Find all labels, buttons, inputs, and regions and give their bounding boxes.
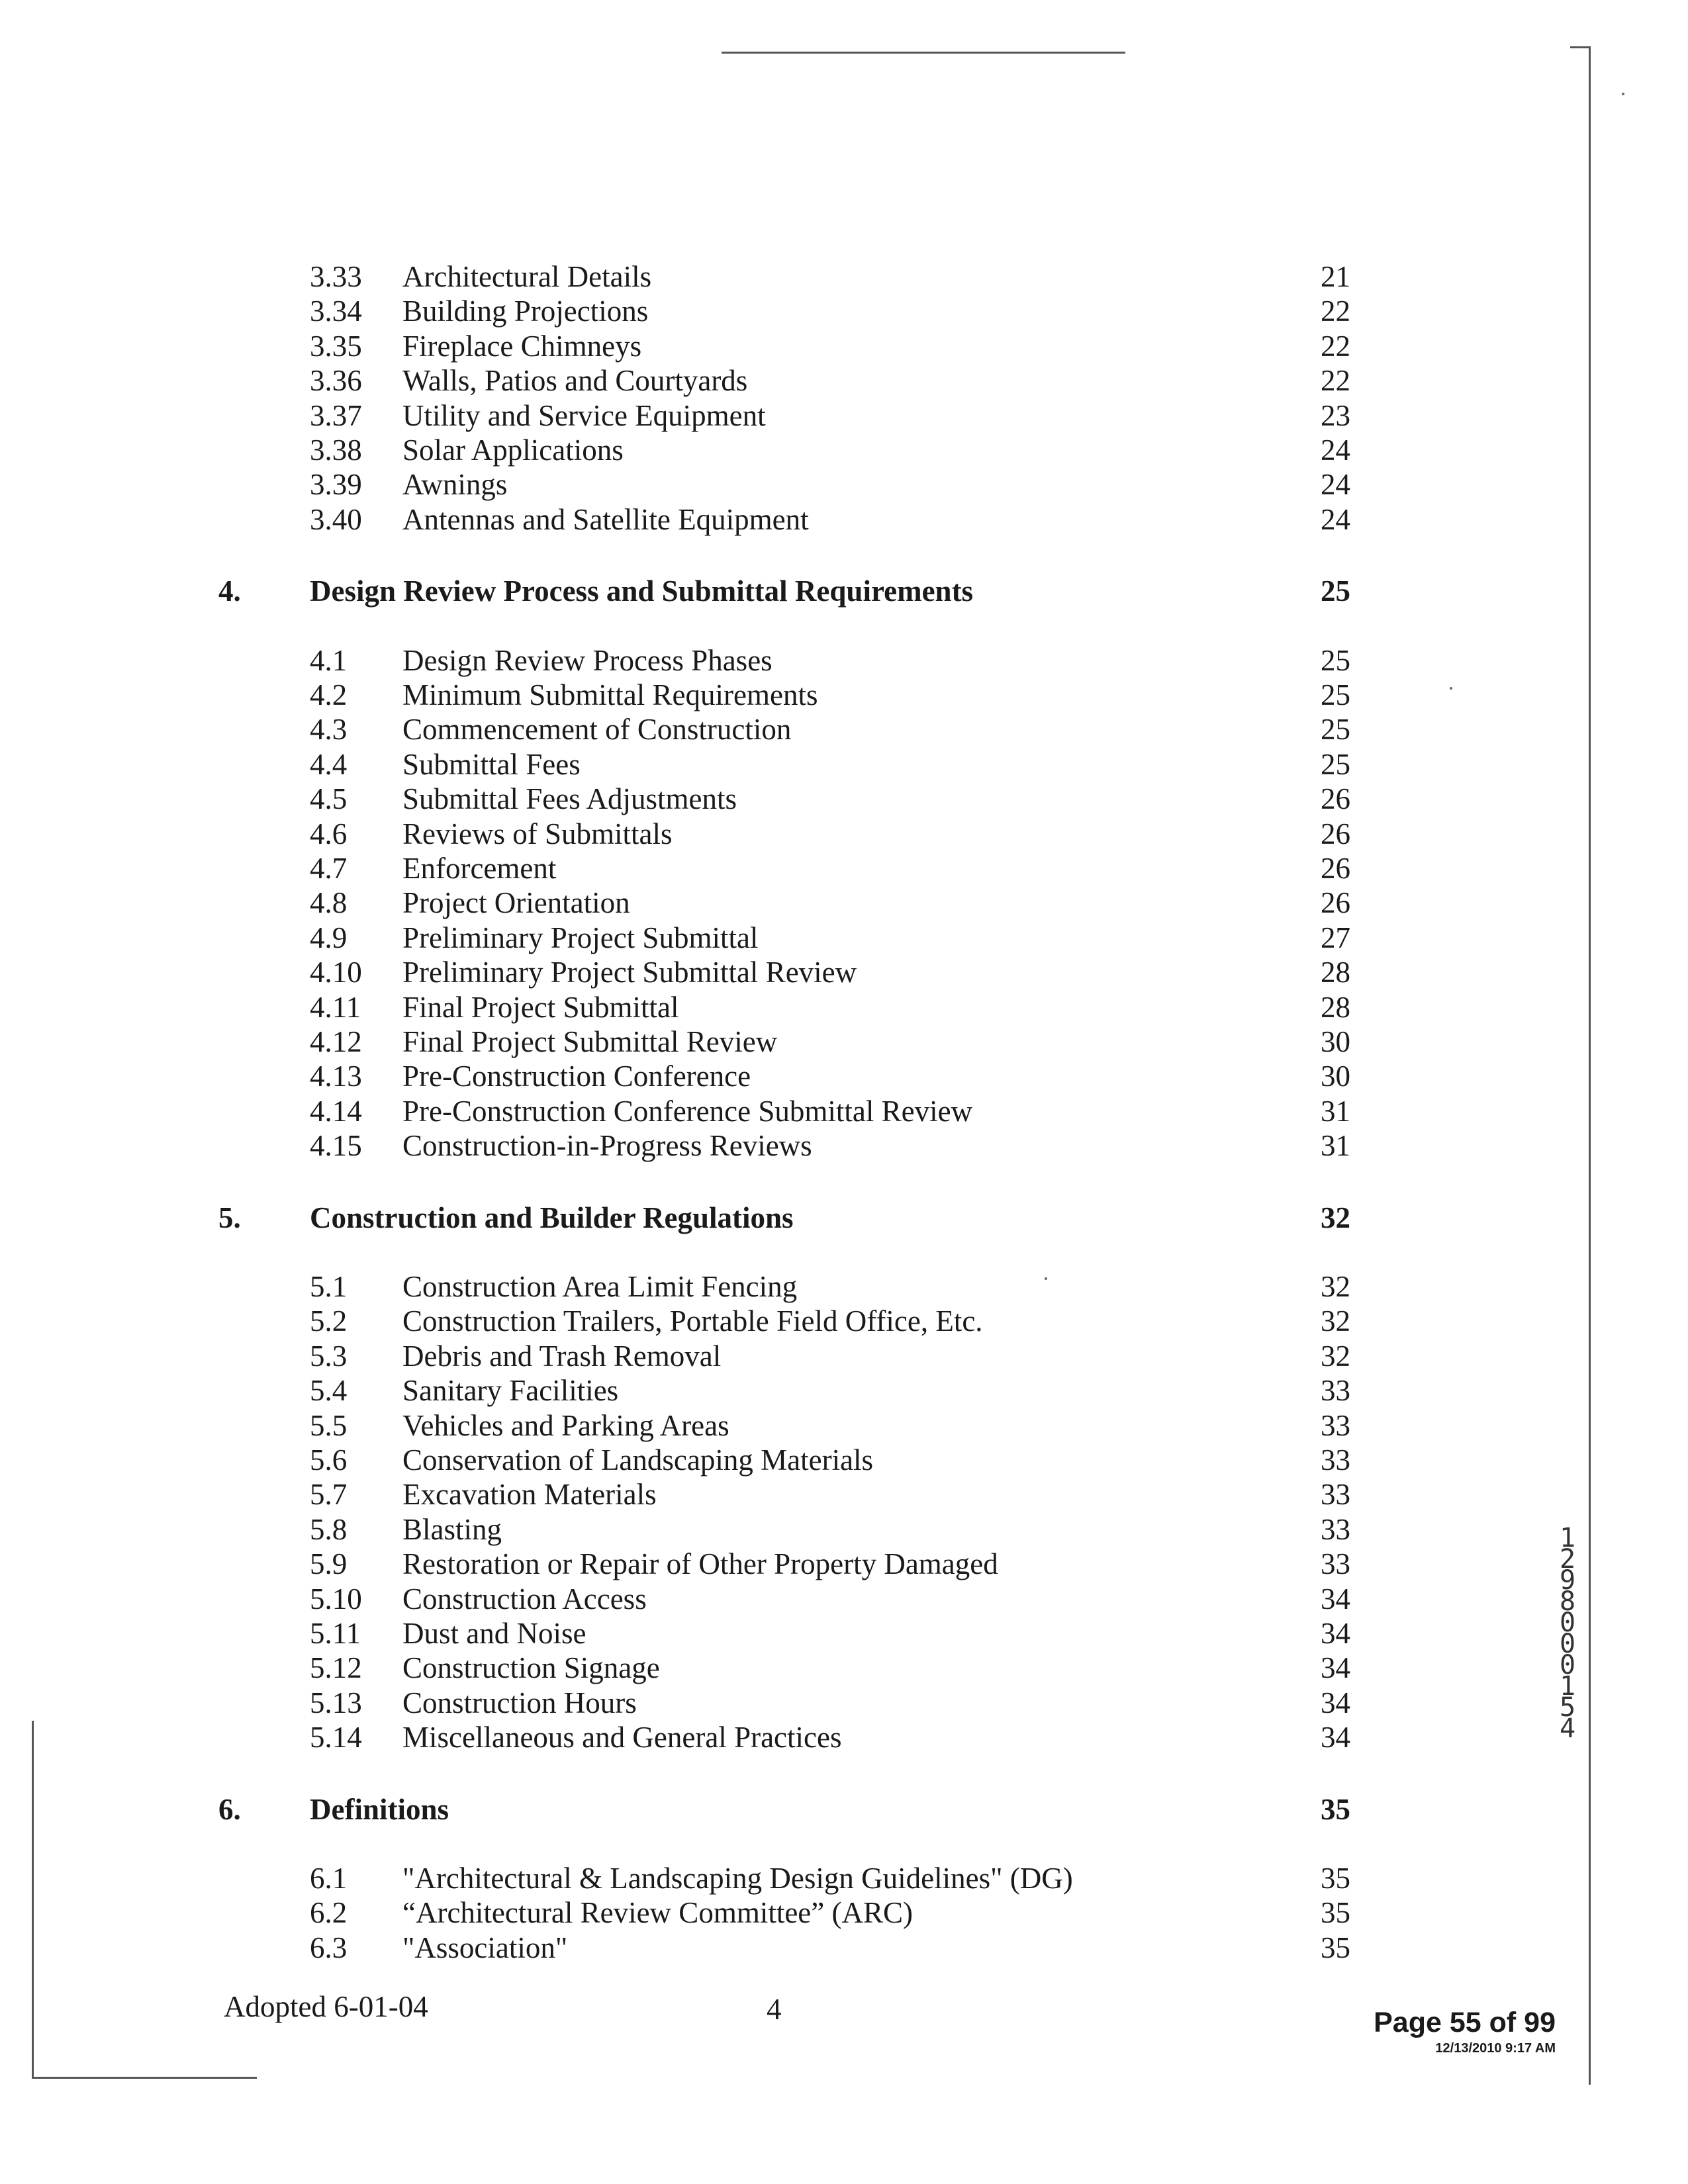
toc-entry-title: Pre-Construction Conference xyxy=(402,1060,751,1093)
toc-entry xyxy=(310,329,1350,363)
toc-section-heading xyxy=(218,574,1350,608)
toc-entry-page: 22 xyxy=(1321,295,1350,328)
toc-entry xyxy=(310,363,1350,398)
toc-entry-title: Construction-in-Progress Reviews xyxy=(402,1129,812,1162)
toc-entry-number: 4. xyxy=(218,574,241,608)
toc-entry-title: Construction Access xyxy=(402,1582,647,1615)
toc-entry-title: Submittal Fees Adjustments xyxy=(402,782,737,815)
toc-entry-title: Submittal Fees xyxy=(402,748,581,781)
toc-entry-page: 26 xyxy=(1321,886,1350,919)
toc-entry xyxy=(310,1373,1350,1408)
recorder-page-stamp: Page 55 of 99 xyxy=(1374,2007,1556,2038)
toc-entry xyxy=(310,1931,1350,1965)
toc-entry-page: 21 xyxy=(1321,260,1350,293)
toc-entry-page: 34 xyxy=(1321,1686,1350,1719)
toc-entry-number: 6.3 xyxy=(310,1931,348,1964)
toc-entry xyxy=(310,747,1350,782)
toc-entry-title: Vehicles and Parking Areas xyxy=(402,1409,729,1442)
toc-entry-number: 5. xyxy=(218,1201,241,1234)
toc-entry xyxy=(310,1128,1350,1163)
toc-entry xyxy=(310,851,1350,886)
toc-section-heading xyxy=(218,1201,1350,1235)
toc-entry-page: 26 xyxy=(1321,782,1350,815)
toc-entry-title: Construction and Builder Regulations xyxy=(310,1201,794,1234)
toc-entry-title: Construction Area Limit Fencing xyxy=(402,1270,798,1303)
toc-entry-title: "Architectural & Landscaping Design Guidelines" (DG) xyxy=(402,1862,1073,1895)
toc-entry-page: 24 xyxy=(1321,433,1350,467)
toc-entry-page: 33 xyxy=(1321,1478,1350,1511)
toc-entry xyxy=(310,259,1350,294)
toc-entry-number: 6. xyxy=(218,1793,241,1826)
toc-entry-title: Sanitary Facilities xyxy=(402,1374,619,1407)
toc-entry-number: 4.13 xyxy=(310,1060,362,1093)
toc-entry-number: 4.3 xyxy=(310,713,348,746)
toc-entry-page: 34 xyxy=(1321,1617,1350,1650)
toc-entry xyxy=(310,1651,1350,1685)
toc-entry-title: Minimum Submittal Requirements xyxy=(402,678,818,711)
toc-entry-number: 4.10 xyxy=(310,956,362,989)
toc-entry-number: 3.37 xyxy=(310,399,362,432)
toc-entry xyxy=(310,1720,1350,1754)
toc-entry-number: 4.9 xyxy=(310,921,348,954)
toc-entry-page: 25 xyxy=(1321,713,1350,746)
toc-entry-title: Antennas and Satellite Equipment xyxy=(402,503,809,536)
toc-entry xyxy=(310,643,1350,678)
toc-entry-number: 4.7 xyxy=(310,852,348,885)
toc-entry-number: 4.8 xyxy=(310,886,348,919)
toc-entry-page: 32 xyxy=(1321,1270,1350,1303)
toc-entry xyxy=(310,1512,1350,1547)
toc-entry xyxy=(310,1408,1350,1443)
toc-entry-title: Excavation Materials xyxy=(402,1478,657,1511)
toc-entry xyxy=(310,1094,1350,1128)
toc-entry-number: 4.14 xyxy=(310,1095,362,1128)
toc-entry-page: 35 xyxy=(1321,1931,1350,1964)
toc-entry xyxy=(310,1269,1350,1304)
toc-entry-page: 27 xyxy=(1321,921,1350,954)
recorder-datetime-stamp: 12/13/2010 9:17 AM xyxy=(1435,2041,1556,2056)
toc-entry-page: 30 xyxy=(1321,1060,1350,1093)
toc-entry-page: 33 xyxy=(1321,1513,1350,1546)
toc-entry xyxy=(310,1443,1350,1477)
toc-entry-title: Reviews of Submittals xyxy=(402,817,673,850)
footer-page-number: 4 xyxy=(767,1993,782,2026)
toc-entry-title: Commencement of Construction xyxy=(402,713,792,746)
toc-entry-number: 4.11 xyxy=(310,991,361,1024)
toc-entry-page: 25 xyxy=(1321,574,1350,608)
toc-entry-page: 32 xyxy=(1321,1201,1350,1234)
toc-entry-number: 4.15 xyxy=(310,1129,362,1162)
toc-entry-title: Dust and Noise xyxy=(402,1617,586,1650)
toc-entry-title: Design Review Process Phases xyxy=(402,644,773,677)
toc-entry-number: 5.11 xyxy=(310,1617,361,1650)
toc-entry-page: 22 xyxy=(1321,364,1350,397)
toc-entry-page: 25 xyxy=(1321,678,1350,711)
toc-entry xyxy=(310,712,1350,747)
toc-entry-number: 5.7 xyxy=(310,1478,348,1511)
toc-entry-number: 3.38 xyxy=(310,433,362,467)
toc-entry xyxy=(310,1616,1350,1651)
toc-entry-title: Walls, Patios and Courtyards xyxy=(402,364,748,397)
toc-entry-page: 35 xyxy=(1321,1793,1350,1826)
toc-entry-title: Construction Trailers, Portable Field Office, Etc. xyxy=(402,1304,983,1338)
toc-entry xyxy=(310,1059,1350,1093)
toc-entry-page: 34 xyxy=(1321,1582,1350,1615)
toc-entry xyxy=(310,817,1350,851)
toc-entry-number: 5.1 xyxy=(310,1270,348,1303)
toc-entry-page: 35 xyxy=(1321,1896,1350,1929)
toc-entry-title: Fireplace Chimneys xyxy=(402,330,642,363)
toc-entry-number: 3.36 xyxy=(310,364,362,397)
toc-entry-number: 4.1 xyxy=(310,644,348,677)
toc-entry-number: 3.40 xyxy=(310,503,362,536)
toc-entry-title: “Architectural Review Committee” (ARC) xyxy=(402,1896,913,1929)
toc-entry xyxy=(310,1547,1350,1581)
toc-entry-number: 5.12 xyxy=(310,1651,362,1684)
toc-entry-page: 32 xyxy=(1321,1340,1350,1373)
toc-entry-number: 3.39 xyxy=(310,468,362,501)
toc-entry-number: 5.14 xyxy=(310,1721,362,1754)
toc-entry-number: 5.10 xyxy=(310,1582,362,1615)
toc-entry-title: Utility and Service Equipment xyxy=(402,399,766,432)
toc-entry-title: "Association" xyxy=(402,1931,568,1964)
toc-entry-page: 33 xyxy=(1321,1443,1350,1477)
toc-entry-page: 23 xyxy=(1321,399,1350,432)
toc-entry-title: Project Orientation xyxy=(402,886,630,919)
toc-entry-title: Conservation of Landscaping Materials xyxy=(402,1443,874,1477)
toc-entry xyxy=(310,502,1350,537)
toc-entry-number: 4.4 xyxy=(310,748,348,781)
toc-entry xyxy=(310,678,1350,712)
toc-entry-number: 6.1 xyxy=(310,1862,348,1895)
toc-entry-title: Miscellaneous and General Practices xyxy=(402,1721,842,1754)
footer-adopted-date: Adopted 6-01-04 xyxy=(224,1990,428,2023)
toc-entry-title: Preliminary Project Submittal xyxy=(402,921,759,954)
toc-entry-title: Debris and Trash Removal xyxy=(402,1340,722,1373)
toc-entry xyxy=(310,467,1350,502)
recording-number: 12980 00154 xyxy=(1559,1523,1576,1744)
toc-entry-page: 35 xyxy=(1321,1862,1350,1895)
toc-entry xyxy=(310,398,1350,433)
toc-entry-title: Construction Signage xyxy=(402,1651,660,1684)
toc-entry-page: 26 xyxy=(1321,852,1350,885)
toc-entry-page: 24 xyxy=(1321,503,1350,536)
toc-entry-title: Solar Applications xyxy=(402,433,624,467)
toc-entry xyxy=(310,782,1350,816)
toc-entry-title: Final Project Submittal xyxy=(402,991,679,1024)
toc-entry-number: 5.2 xyxy=(310,1304,348,1338)
toc-entry-page: 31 xyxy=(1321,1095,1350,1128)
toc-entry-title: Awnings xyxy=(402,468,508,501)
toc-entry xyxy=(310,1686,1350,1720)
toc-entry-number: 4.6 xyxy=(310,817,348,850)
toc-entry-page: 32 xyxy=(1321,1304,1350,1338)
toc-entry-page: 30 xyxy=(1321,1025,1350,1058)
toc-entry xyxy=(310,1895,1350,1930)
toc-entry xyxy=(310,1861,1350,1895)
toc-entry-title: Restoration or Repair of Other Property Damaged xyxy=(402,1547,998,1580)
toc-entry xyxy=(310,921,1350,955)
toc-entry-number: 3.34 xyxy=(310,295,362,328)
toc-entry-number: 4.12 xyxy=(310,1025,362,1058)
toc-entry-number: 5.6 xyxy=(310,1443,348,1477)
toc-entry-page: 34 xyxy=(1321,1651,1350,1684)
toc-entry-number: 5.5 xyxy=(310,1409,348,1442)
toc-entry-title: Preliminary Project Submittal Review xyxy=(402,956,857,989)
toc-entry-number: 4.5 xyxy=(310,782,348,815)
toc-entry-number: 3.35 xyxy=(310,330,362,363)
toc-entry-title: Enforcement xyxy=(402,852,557,885)
toc-entry-page: 33 xyxy=(1321,1409,1350,1442)
toc-entry-number: 4.2 xyxy=(310,678,348,711)
toc-entry-page: 24 xyxy=(1321,468,1350,501)
toc-entry xyxy=(310,1024,1350,1059)
toc-entry-number: 5.3 xyxy=(310,1340,348,1373)
toc-entry xyxy=(310,955,1350,989)
toc-entry xyxy=(310,886,1350,920)
toc-entry-page: 34 xyxy=(1321,1721,1350,1754)
toc-entry-title: Definitions xyxy=(310,1793,449,1826)
toc-entry-title: Design Review Process and Submittal Requirements xyxy=(310,574,974,608)
toc-entry-number: 5.13 xyxy=(310,1686,362,1719)
toc-entry-page: 33 xyxy=(1321,1547,1350,1580)
toc-entry xyxy=(310,1339,1350,1373)
toc-entry-title: Final Project Submittal Review xyxy=(402,1025,778,1058)
toc-entry xyxy=(310,294,1350,328)
toc-entry-page: 25 xyxy=(1321,644,1350,677)
toc-entry-page: 31 xyxy=(1321,1129,1350,1162)
toc-entry xyxy=(310,1477,1350,1512)
toc-entry-page: 25 xyxy=(1321,748,1350,781)
toc-entry-number: 6.2 xyxy=(310,1896,348,1929)
toc-entry-title: Construction Hours xyxy=(402,1686,637,1719)
toc-entry-number: 3.33 xyxy=(310,260,362,293)
toc-entry-page: 22 xyxy=(1321,330,1350,363)
toc-entry-title: Pre-Construction Conference Submittal Review xyxy=(402,1095,973,1128)
toc-entry-number: 5.8 xyxy=(310,1513,348,1546)
toc-entry xyxy=(310,433,1350,467)
toc-entry xyxy=(310,1304,1350,1338)
toc-entry-title: Blasting xyxy=(402,1513,502,1546)
toc-entry-title: Architectural Details xyxy=(402,260,652,293)
toc-entry-page: 33 xyxy=(1321,1374,1350,1407)
toc-entry xyxy=(310,990,1350,1024)
toc-entry-number: 5.4 xyxy=(310,1374,348,1407)
toc-entry-page: 26 xyxy=(1321,817,1350,850)
toc-entry-page: 28 xyxy=(1321,991,1350,1024)
toc-entry-title: Building Projections xyxy=(402,295,649,328)
toc-entry-page: 28 xyxy=(1321,956,1350,989)
toc-section-heading xyxy=(218,1792,1350,1827)
toc-entry xyxy=(310,1582,1350,1616)
toc-entry-number: 5.9 xyxy=(310,1547,348,1580)
